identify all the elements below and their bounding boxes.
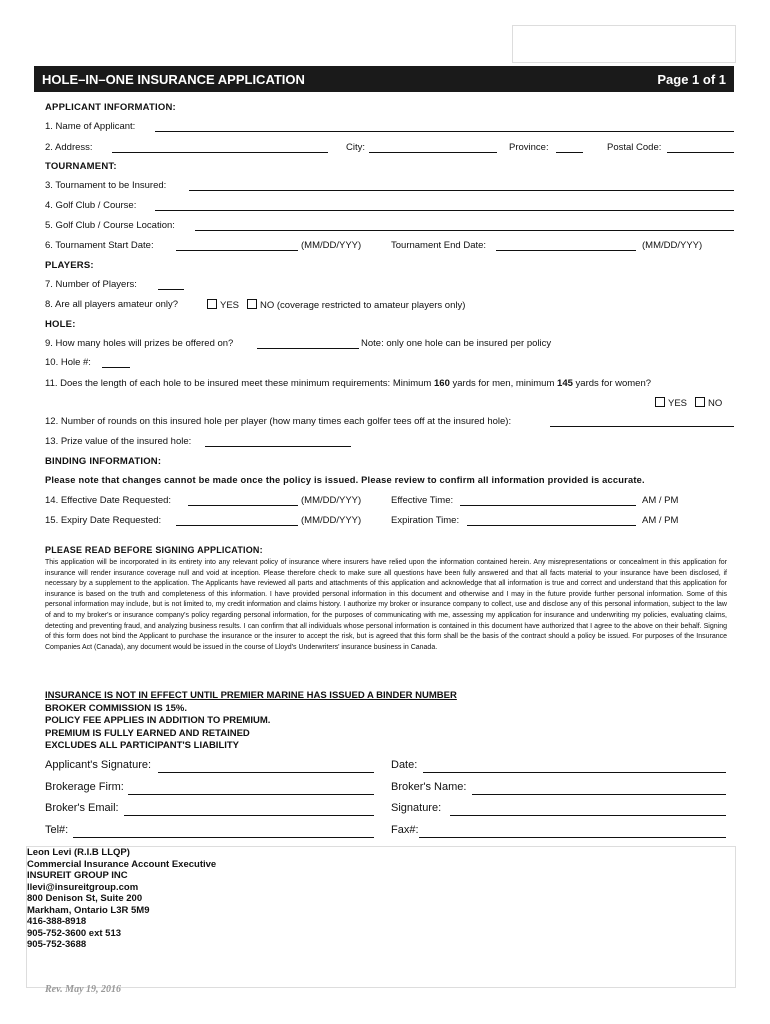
- contact-phone-1: 416-388-8918: [27, 916, 87, 927]
- province-field[interactable]: [556, 142, 583, 153]
- rounds-field[interactable]: [550, 416, 734, 427]
- row-q2: [45, 142, 734, 156]
- row-q12: [45, 416, 734, 430]
- label-amateur: 8. Are all players amateur only?: [45, 299, 179, 310]
- city-field[interactable]: [369, 142, 497, 153]
- tournament-field[interactable]: [189, 180, 734, 191]
- expiration-time-field[interactable]: [467, 515, 636, 526]
- label-start-date: 6. Tournament Start Date:: [45, 240, 154, 251]
- row-q3: [45, 180, 734, 194]
- contact-name: Leon Levi (R.I.B LLQP): [27, 847, 130, 858]
- name-field[interactable]: [155, 121, 734, 132]
- contact-phone-3: 905-752-3688: [27, 939, 87, 950]
- effective-ampm: AM / PM: [642, 495, 679, 506]
- effective-date-field[interactable]: [188, 495, 298, 506]
- label-date: Date:: [391, 759, 418, 771]
- hole-number-field[interactable]: [102, 357, 130, 368]
- please-read-body: This application will be incorporated in its entirety into any relevant policy of insurance where insurers have relied upon the information contained herein. Any misrepresentations or concealment in this application for insurance will render insurance coverage null and void at inception. Please therefore check to make sure all questions have been fully answered and that all facts material to your insurance have been disclosed, if necessary by a supplement to the application. The Applicants have reviewed all parts and attachments of this application and acknowledge that all information is true and correct and understand that this application for insurance is based on the truth and completeness of this information. I have provided personal information in this document and otherwise and I may in the future provide further personal information. Some of this personal information may include, but is not limited to, my credit information and claims history. I authorize my broker or insurance company to collect, use and disclose any of this personal information, subject to the law of and to my broker's or insurance company's policy regarding personal information, for the purposes of communicating with me, assessing my application for insurance and underwriting my policies, evaluating claims, detecting and preventing fraud, and analyzing business results. I can confirm that all individuals whose personal information is contained in this document have authorized that I agree to the above on their behalf. Signing of this form does not bind the Applicant to purchase the insurance or the insurer to accept the risk, but is agreed that this form shall be the basis of the contract should a policy be issued. For purposes of the Insurance Companies Act (Canada), any document would be issued in the course of Lloyd's Underwriters' insurance business in Canada.: [45, 559, 727, 651]
- location-field[interactable]: [195, 220, 734, 231]
- applicant-signature-field[interactable]: [158, 759, 374, 773]
- notice-commission: BROKER COMMISSION IS 15%.: [45, 702, 187, 714]
- notice-liability: EXCLUDES ALL PARTICIPANT'S LIABILITY: [45, 740, 240, 751]
- row-q7: [45, 279, 734, 293]
- notice-binder: INSURANCE IS NOT IN EFFECT UNTIL PREMIER MARINE HAS ISSUED A BINDER NUMBER: [45, 690, 457, 701]
- label-tel: Tel#:: [45, 824, 69, 836]
- page-title: HOLE–IN–ONE INSURANCE APPLICATION: [42, 72, 305, 87]
- label-postal: Postal Code:: [607, 142, 662, 153]
- label-effective-date: 14. Effective Date Requested:: [45, 495, 172, 506]
- label-players: 7. Number of Players:: [45, 279, 137, 290]
- revision-date: Rev. May 19, 2016: [45, 984, 122, 995]
- label-name: 1. Name of Applicant:: [45, 121, 136, 132]
- contact-phone-2: 905-752-3600 ext 513: [27, 927, 122, 939]
- notice-premium: PREMIUM IS FULLY EARNED AND RETAINED: [45, 727, 250, 739]
- contact-company: INSUREIT GROUP INC: [27, 870, 128, 881]
- expiry-date-format: (MM/DD/YYY): [301, 515, 362, 526]
- section-binding: BINDING INFORMATION:: [45, 456, 162, 467]
- start-date-format: (MM/DD/YYY): [301, 240, 362, 251]
- start-date-field[interactable]: [176, 240, 298, 251]
- row-q13: [45, 436, 734, 450]
- label-signature: Signature:: [391, 802, 442, 814]
- length-no-checkbox[interactable]: [695, 397, 705, 407]
- label-address: 2. Address:: [45, 142, 93, 153]
- row-q10: [45, 357, 734, 371]
- header-box: [512, 25, 736, 63]
- row-q9: [45, 338, 734, 352]
- row-sig-2: [45, 781, 734, 797]
- notice-policy-fee: POLICY FEE APPLIES IN ADDITION TO PREMIUM.: [45, 715, 271, 726]
- label-end-date: Tournament End Date:: [391, 240, 487, 251]
- end-date-field[interactable]: [496, 240, 636, 251]
- amateur-yes-checkbox[interactable]: [207, 299, 217, 309]
- expiration-ampm: AM / PM: [642, 515, 679, 526]
- contact-email: llevi@insureitgroup.com: [27, 881, 139, 893]
- label-broker-email: Broker's Email:: [45, 802, 119, 814]
- course-field[interactable]: [155, 200, 734, 211]
- label-expiry-date: 15. Expiry Date Requested:: [45, 515, 162, 526]
- please-read-heading: PLEASE READ BEFORE SIGNING APPLICATION:: [45, 545, 263, 555]
- label-tournament: 3. Tournament to be Insured:: [45, 180, 167, 191]
- row-q1: [45, 121, 734, 135]
- brokerage-field[interactable]: [128, 781, 374, 795]
- tel-field[interactable]: [73, 824, 374, 838]
- contact-title: Commercial Insurance Account Executive: [27, 858, 217, 870]
- label-applicant-signature: Applicant's Signature:: [45, 759, 152, 771]
- label-city: City:: [346, 142, 365, 153]
- label-location: 5. Golf Club / Course Location:: [45, 220, 175, 231]
- row-q11-options: [45, 397, 734, 411]
- row-q4: [45, 200, 734, 214]
- row-q8: [45, 299, 734, 313]
- end-date-format: (MM/DD/YYY): [642, 240, 703, 251]
- row-q5: [45, 220, 734, 234]
- contact-street: 800 Denison St, Suite 200: [27, 893, 143, 904]
- label-expiration-time: Expiration Time:: [391, 515, 460, 526]
- label-province: Province:: [509, 142, 549, 153]
- broker-name-field[interactable]: [472, 781, 726, 795]
- effective-date-format: (MM/DD/YYY): [301, 495, 362, 506]
- label-effective-time: Effective Time:: [391, 495, 454, 506]
- row-sig-3: [45, 802, 734, 818]
- label-fax: Fax#:: [391, 824, 419, 836]
- section-hole: HOLE:: [45, 319, 76, 330]
- row-q11: [45, 378, 734, 392]
- row-q14: [45, 495, 734, 509]
- label-broker-name: Broker's Name:: [391, 781, 467, 793]
- label-course: 4. Golf Club / Course:: [45, 200, 137, 211]
- label-prize: 13. Prize value of the insured hole:: [45, 436, 192, 447]
- label-length: 11. Does the length of each hole to be insured meet these minimum requirements: Minimum 160 yards for men, minimum 145 yards for women?: [45, 378, 652, 389]
- effective-time-field[interactable]: [460, 495, 636, 506]
- label-hole-number: 10. Hole #:: [45, 357, 91, 368]
- holes-field[interactable]: [257, 338, 359, 349]
- prize-field[interactable]: [205, 436, 351, 447]
- expiry-date-field[interactable]: [176, 515, 298, 526]
- page-number: Page 1 of 1: [657, 72, 726, 87]
- section-players: PLAYERS:: [45, 260, 94, 271]
- amateur-no-checkbox[interactable]: [247, 299, 257, 309]
- label-holes: 9. How many holes will prizes be offered on?: [45, 338, 234, 349]
- length-yes-label: YES: [668, 398, 688, 409]
- address-field[interactable]: [112, 142, 328, 153]
- length-no-label: NO: [708, 398, 723, 409]
- fax-field[interactable]: [419, 824, 726, 838]
- contact-box: [26, 846, 736, 988]
- postal-field[interactable]: [667, 142, 734, 153]
- section-applicant: APPLICANT INFORMATION:: [45, 102, 176, 113]
- holes-note: Note: only one hole can be insured per policy: [361, 338, 552, 349]
- amateur-no-label: NO (coverage restricted to amateur players only): [260, 300, 466, 311]
- label-rounds: 12. Number of rounds on this insured hole per player (how many times each golfer tees off at the insured hole):: [45, 416, 512, 427]
- section-tournament: TOURNAMENT:: [45, 161, 117, 172]
- players-field[interactable]: [158, 279, 184, 290]
- row-q15: [45, 515, 734, 529]
- label-brokerage: Brokerage Firm:: [45, 781, 124, 793]
- date-field[interactable]: [423, 759, 726, 773]
- row-q6: [45, 240, 734, 254]
- binding-note: Please note that changes cannot be made once the policy is issued. Please review to confirm all information provided is accurate.: [45, 475, 645, 485]
- broker-email-field[interactable]: [124, 802, 374, 816]
- row-sig-4: [45, 824, 734, 840]
- row-sig-1: [45, 759, 734, 775]
- notices: [45, 690, 457, 753]
- length-yes-checkbox[interactable]: [655, 397, 665, 407]
- contact-city: Markham, Ontario L3R 5M9: [27, 904, 150, 916]
- amateur-yes-label: YES: [220, 300, 240, 311]
- title-bar: [34, 66, 734, 92]
- signature-field[interactable]: [450, 802, 726, 816]
